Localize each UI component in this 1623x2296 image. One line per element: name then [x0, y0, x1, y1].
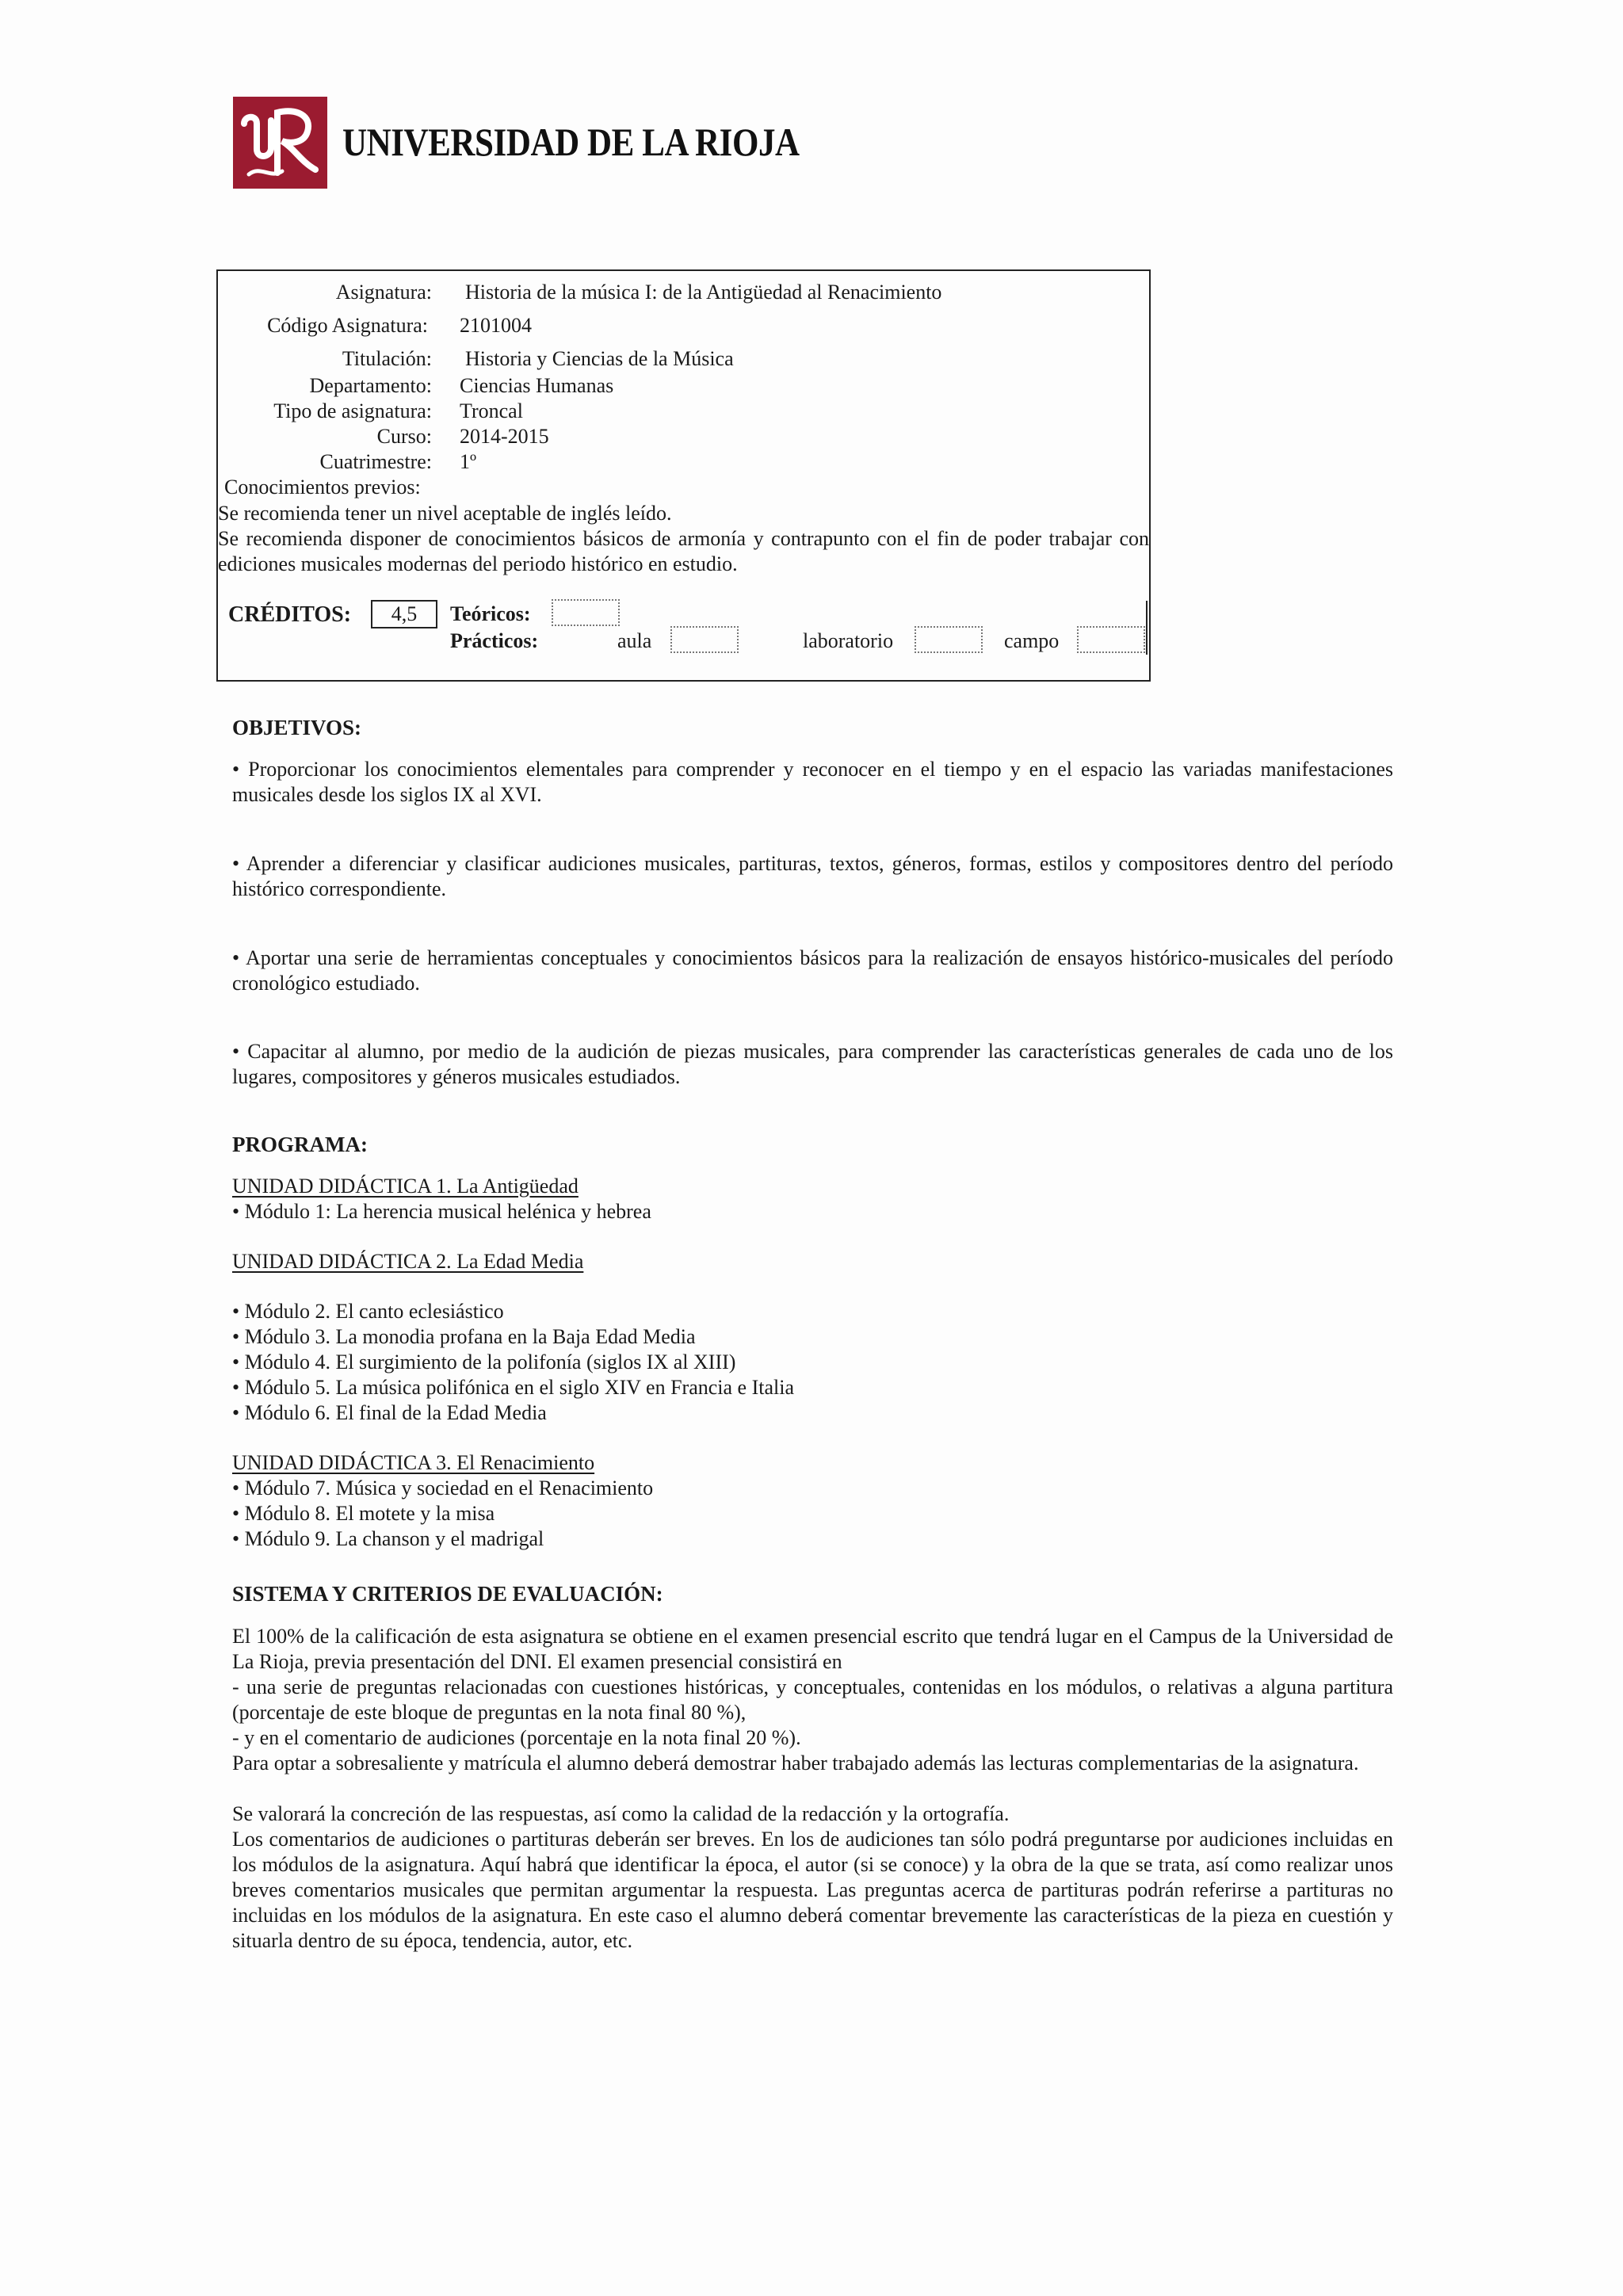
creditos-value-box: 4,5 — [371, 600, 437, 628]
cuatrimestre-value: 1º — [460, 450, 477, 473]
objetivo-item-4: • Capacitar al alumno, por medio de la audición de piezas musicales, para comprender las características generales de cada uno de los lugares, compositores y géneros musicales estudiados. — [232, 1040, 1393, 1088]
evaluacion-paragraph: Para optar a sobresaliente y matrícula el alumno deberá demostrar haber trabajado además las lecturas complementarias de la asignatura. — [232, 1752, 1359, 1775]
unidad-2-title: UNIDAD DIDÁCTICA 2. La Edad Media — [232, 1250, 584, 1273]
codigo-label: Código Asignatura: — [267, 314, 428, 337]
aula-field — [670, 626, 739, 653]
modulo-item: • Módulo 2. El canto eclesiástico — [232, 1300, 504, 1323]
codigo-value: 2101004 — [460, 314, 532, 337]
departamento-value: Ciencias Humanas — [460, 374, 614, 397]
objetivo-item-1: • Proporcionar los conocimientos elementales para comprender y reconocer en el tiempo y en el espacio las variadas manifestaciones musicales desde los siglos IX al XVI. — [232, 758, 1393, 806]
objetivos-heading: OBJETIVOS: — [232, 716, 362, 739]
curso-label: Curso: — [376, 425, 432, 448]
ur-logo-icon — [233, 97, 327, 189]
modulo-item: • Módulo 4. El surgimiento de la polifonía (siglos IX al XIII) — [232, 1350, 736, 1373]
curso-value: 2014-2015 — [460, 425, 549, 448]
titulacion-label: Titulación: — [342, 347, 432, 370]
unidad-1-title: UNIDAD DIDÁCTICA 1. La Antigüedad — [232, 1175, 579, 1198]
modulo-item: • Módulo 7. Música y sociedad en el Renacimiento — [232, 1477, 654, 1499]
modulo-item: • Módulo 8. El motete y la misa — [232, 1502, 495, 1525]
campo-label: campo — [1004, 629, 1060, 652]
evaluacion-paragraph: - una serie de preguntas relacionadas con cuestiones históricas, y conceptuales, contenidas en los módulos, o relativas a alguna partitura (porcentaje de este bloque de preguntas en la nota final 80 %), — [232, 1675, 1393, 1724]
teoricos-label: Teóricos: — [450, 602, 531, 625]
modulo-item: • Módulo 1: La herencia musical helénica y hebrea — [232, 1200, 651, 1223]
evaluacion-paragraph: Se valorará la concreción de las respuestas, así como la calidad de la redacción y la ortografía. — [232, 1802, 1010, 1825]
asignatura-value: Historia de la música I: de la Antigüedad al Renacimiento — [465, 281, 942, 304]
programa-heading: PROGRAMA: — [232, 1133, 368, 1156]
conocimientos-line1: Se recomienda tener un nivel aceptable de inglés leído. — [218, 502, 672, 525]
titulacion-value: Historia y Ciencias de la Música — [465, 347, 734, 370]
university-name: UNIVERSIDAD DE LA RIOJA — [342, 120, 800, 164]
campo-field — [1077, 626, 1145, 653]
laboratorio-field — [915, 626, 983, 653]
cuatrimestre-label: Cuatrimestre: — [319, 450, 432, 473]
conocimientos-label: Conocimientos previos: — [224, 476, 421, 499]
conocimientos-line2: Se recomienda disponer de conocimientos básicos de armonía y contrapunto con el fin de poder trabajar con ediciones musicales modernas del periodo histórico en estudio. — [218, 527, 1149, 575]
laboratorio-label: laboratorio — [803, 629, 894, 652]
asignatura-label: Asignatura: — [335, 281, 432, 304]
tipo-label: Tipo de asignatura: — [273, 399, 432, 422]
unidad-3-title: UNIDAD DIDÁCTICA 3. El Renacimiento — [232, 1451, 595, 1474]
evaluacion-paragraph: - y en el comentario de audiciones (porcentaje en la nota final 20 %). — [232, 1726, 801, 1749]
objetivo-item-3: • Aportar una serie de herramientas conceptuales y conocimientos básicos para la realización de ensayos histórico-musicales del período cronológico estudiado. — [232, 946, 1393, 995]
evaluacion-paragraph: Los comentarios de audiciones o partituras deberán ser breves. En los de audiciones tan sólo podrá preguntarse por audiciones incluidas en los módulos de la asignatura. Aquí habrá que identificar la época, el autor (si se conoce) y la obra de la que se trata, así como realizar unos breves comentarios musicales que permitan argumentar la respuesta. Las preguntas acerca de partituras podrán referirse a partituras no incluidas en los módulos de la asignatura. En este caso el alumno deberá comentar brevemente las características de la pieza en cuestión y situarla dentro de su época, tendencia, autor, etc. — [232, 1828, 1393, 1952]
evaluacion-paragraph: El 100% de la calificación de esta asignatura se obtiene en el examen presencial escrito que tendrá lugar en el Campus de la Universidad de La Rioja, previa presentación del DNI. El examen presencial consistirá en — [232, 1625, 1393, 1673]
modulo-item: • Módulo 6. El final de la Edad Media — [232, 1401, 547, 1424]
modulo-item: • Módulo 5. La música polifónica en el siglo XIV en Francia e Italia — [232, 1376, 794, 1399]
aula-label: aula — [617, 629, 652, 652]
modulo-item: • Módulo 9. La chanson y el madrigal — [232, 1527, 544, 1550]
objetivo-item-2: • Aprender a diferenciar y clasificar audiciones musicales, partituras, textos, géneros, formas, estilos y compositores dentro del período histórico correspondiente. — [232, 852, 1393, 900]
university-logo — [233, 97, 327, 189]
modulo-item: • Módulo 3. La monodia profana en la Baja Edad Media — [232, 1325, 696, 1348]
box-inner-divider — [1146, 601, 1148, 655]
teoricos-field — [552, 599, 620, 626]
tipo-value: Troncal — [460, 399, 523, 422]
practicos-label: Prácticos: — [450, 629, 539, 652]
evaluacion-heading: SISTEMA Y CRITERIOS DE EVALUACIÓN: — [232, 1582, 663, 1606]
departamento-label: Departamento: — [309, 374, 432, 397]
creditos-label: CRÉDITOS: — [228, 602, 352, 627]
